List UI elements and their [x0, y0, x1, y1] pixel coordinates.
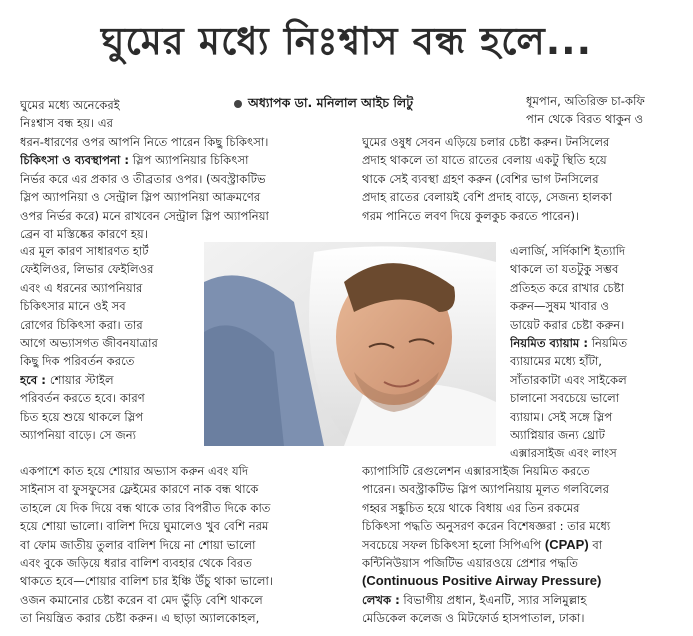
text-line: স্লিপ অ্যাপনিয়া ও সেন্ট্রাল স্লিপ অ্যাপনিয়া আক্রমণের — [20, 190, 261, 205]
text-line: ওজন কমানোর চেষ্টা করেন বা মেদ ভুঁড়ি বেশি থাকলে — [20, 592, 263, 607]
text-line: পান থেকে বিরত থাকুন ও — [526, 112, 644, 127]
left-mid-column — [20, 242, 200, 444]
byline — [234, 92, 524, 114]
text-line: ধরন-ধারণের ওপর আপনি নিতে পারেন কিছু চিকিৎসা। — [20, 135, 269, 149]
text-line: নির্ভর করে এর প্রকার ও তীব্রতার ওপর। (অবস্ট্রাকটিভ — [20, 171, 266, 186]
text-line: থাকলে তা যতটুকু সম্ভব — [510, 262, 619, 277]
text-line: ব্রেন বা মস্তিষ্কের কারণে হয়। — [20, 227, 148, 242]
text-line: লেখক : বিভাগীয় প্রধান, ইএনটি, স্যার সলিমুল্লাহ — [362, 592, 587, 607]
text-line: অ্যাপনিয়া বাড়ে। সে জন্য — [20, 428, 137, 443]
left-bottom-column — [20, 462, 358, 628]
text-line: প্রতিহত করে রাখার চেষ্টা — [510, 280, 625, 295]
sleeping-man-illustration — [204, 242, 496, 446]
bullet-icon — [234, 100, 242, 108]
intro-column — [20, 96, 225, 133]
exercise-heading: নিয়মিত ব্যায়াম : — [510, 336, 589, 351]
text-line: রোগের চিকিৎসা করা। তার — [20, 317, 143, 332]
headline: ঘুমের মধ্যে নিঃশ্বাস বন্ধ হলে... — [100, 19, 593, 63]
text-line: ব্যায়াম। সেই সঙ্গে স্লিপ — [510, 409, 613, 424]
text-line: একপাশে কাত হয়ে শোয়ার অভ্যাস করুন এবং যদি — [20, 464, 249, 478]
text-line: চিকিৎসার মানে ওই সব — [20, 299, 126, 314]
text-line: মেডিকেল কলেজ ও মিটফোর্ড হাসপাতাল, ঢাকা। — [362, 611, 585, 626]
text-line: প্রদাহ থাকলে তা যাতে রাতের বেলায় একটু স্থিতি হয়ে — [362, 153, 607, 168]
text-line: ফেইলিওর, লিভার ফেইলিওর — [20, 262, 154, 277]
text-line: থাকতে হবে—শোয়ার বালিশ চার ইঞ্চি উঁচু থাকা ভালো। — [20, 574, 273, 589]
cpap-abbr: (CPAP) — [544, 536, 589, 552]
text-line: ওপর নির্ভর করে) মনে রাখবেন সেন্ট্রাল স্লিপ অ্যাপনিয়া — [20, 208, 269, 223]
treatment-section — [20, 133, 355, 243]
text-line: চিত হয়ে শুয়ে থাকলে স্লিপ — [20, 409, 144, 424]
text-line: প্রদাহ রাতের বেলায়ই বেশি প্রদাহ বাড়ে, সেজন্য হালকা — [362, 190, 613, 205]
text-line: ঘুমের ওষুধ সেবন এড়িয়ে চলার চেষ্টা করুন। টনসিলের — [362, 135, 610, 149]
text-line: হবে : শোয়ার স্টাইল — [20, 372, 114, 387]
text-line: এলার্জি, সর্দিকাশি ইত্যাদি — [510, 244, 626, 258]
text-line: ধূমপান, অতিরিক্ত চা-কফি — [526, 94, 645, 108]
text-line: কিছু দিক পরিবর্তন করতে — [20, 354, 135, 369]
right-bottom-column — [362, 462, 692, 628]
text-line: তাহলে যে দিক দিয়ে বন্ধ থাকে তার বিপরীত দিকে কাত — [20, 500, 271, 515]
text-line: সাঁতারকাটা এবং সাইকেল — [510, 372, 627, 387]
inline-heading: হবে : — [20, 372, 50, 387]
text-line: কন্টিনিউয়াস পজিটিভ এয়ারওয়ে প্রেশার পদ্ধতি — [362, 556, 578, 571]
text-line: এর মূল কারণ সাধারণত হার্ট — [20, 244, 149, 258]
text-line: সবচেয়ে সফল চিকিৎসা হলো সিপিএপি (CPAP) বা — [362, 536, 603, 552]
text-line: সাইনাস বা ফুসফুসের ফ্লেইমের কারণে নাক বন্ধ থাকে — [20, 482, 259, 497]
text-line: চালানো সবচেয়ে ভালো — [510, 391, 620, 406]
text-line: পারেন। অবস্ট্রাকটিভ স্লিপ অ্যাপনিয়ায় মূলত গলবিলের — [362, 482, 609, 497]
text-line: বা ফোম জাতীয় তুলার বালিশ দিয়ে না শোয়া ভালো — [20, 537, 256, 552]
right-upper-column — [362, 133, 692, 225]
text-line: পরিবর্তন করতে হবে। কারণ — [20, 391, 145, 406]
text-line: তা নিয়ন্ত্রিত করার চেষ্টা করুন। এ ছাড়া অ্যালকোহল, — [20, 611, 260, 626]
text-line: আগে অভ্যাসগত জীবনযাত্রার — [20, 336, 158, 351]
text-line: নিঃশ্বাস বন্ধ হয়। এর — [20, 116, 114, 131]
text-line: এক্সারসাইজ এবং লাংস — [510, 446, 617, 461]
right-top-column — [526, 92, 691, 129]
text-line: গহ্বর সঙ্কুচিত হয়ে থাকে বিধায় এর তিন রকমের — [362, 500, 580, 515]
text-line: ক্যাপাসিটি রেগুলেশন এক্সারসাইজ নিয়মিত করতে — [362, 464, 590, 478]
author-name: অধ্যাপক ডা. মনিলাল আইচ লিটু — [248, 95, 414, 110]
text-line: নিয়মিত ব্যায়াম : নিয়মিত — [510, 336, 628, 351]
text-line: থাকে সেই ব্যবস্থা গ্রহণ করুন (বেশির ভাগ টনসিলের — [362, 171, 599, 186]
text-line: (Continuous Positive Airway Pressure) — [362, 573, 602, 589]
text-line: অ্যাপ্নিয়ার জন্য থ্রোট — [510, 428, 605, 443]
text-line: চিকিৎসা পদ্ধতি অনুসরণ করেন বিশেষজ্ঞরা : তার মধ্যে — [362, 519, 611, 534]
sleeping-man-photo — [204, 242, 496, 446]
text-line: এবং বুকে জড়িয়ে ধরার বালিশ ব্যবহার থেকে বিরত — [20, 556, 252, 571]
text-line: করুন—সুষম খাবার ও — [510, 299, 610, 314]
text-line: ঘুমের মধ্যে অনেকেরই — [20, 98, 120, 112]
text-line: হয়ে শোয়া ভালো। বালিশ দিয়ে ঘুমালেও খুব বেশি নরম — [20, 519, 269, 534]
text-line: এবং এ ধরনের অ্যাপনিয়ার — [20, 280, 143, 295]
author-heading: লেখক : — [362, 592, 400, 607]
text-line: ডায়েট করার চেষ্টা করুন। — [510, 317, 625, 332]
text-line: গরম পানিতে লবণ দিয়ে কুলকুচ করতে পারেন)। — [362, 208, 580, 223]
section-heading: চিকিৎসা ও ব্যবস্থাপনা : — [20, 153, 129, 168]
text-line: ব্যায়ামের মধ্যে হাঁটা, — [510, 354, 602, 369]
right-mid-column — [510, 242, 692, 463]
text-line: চিকিৎসা ও ব্যবস্থাপনা : স্লিপ অ্যাপনিয়ার চিকিৎসা — [20, 153, 249, 168]
